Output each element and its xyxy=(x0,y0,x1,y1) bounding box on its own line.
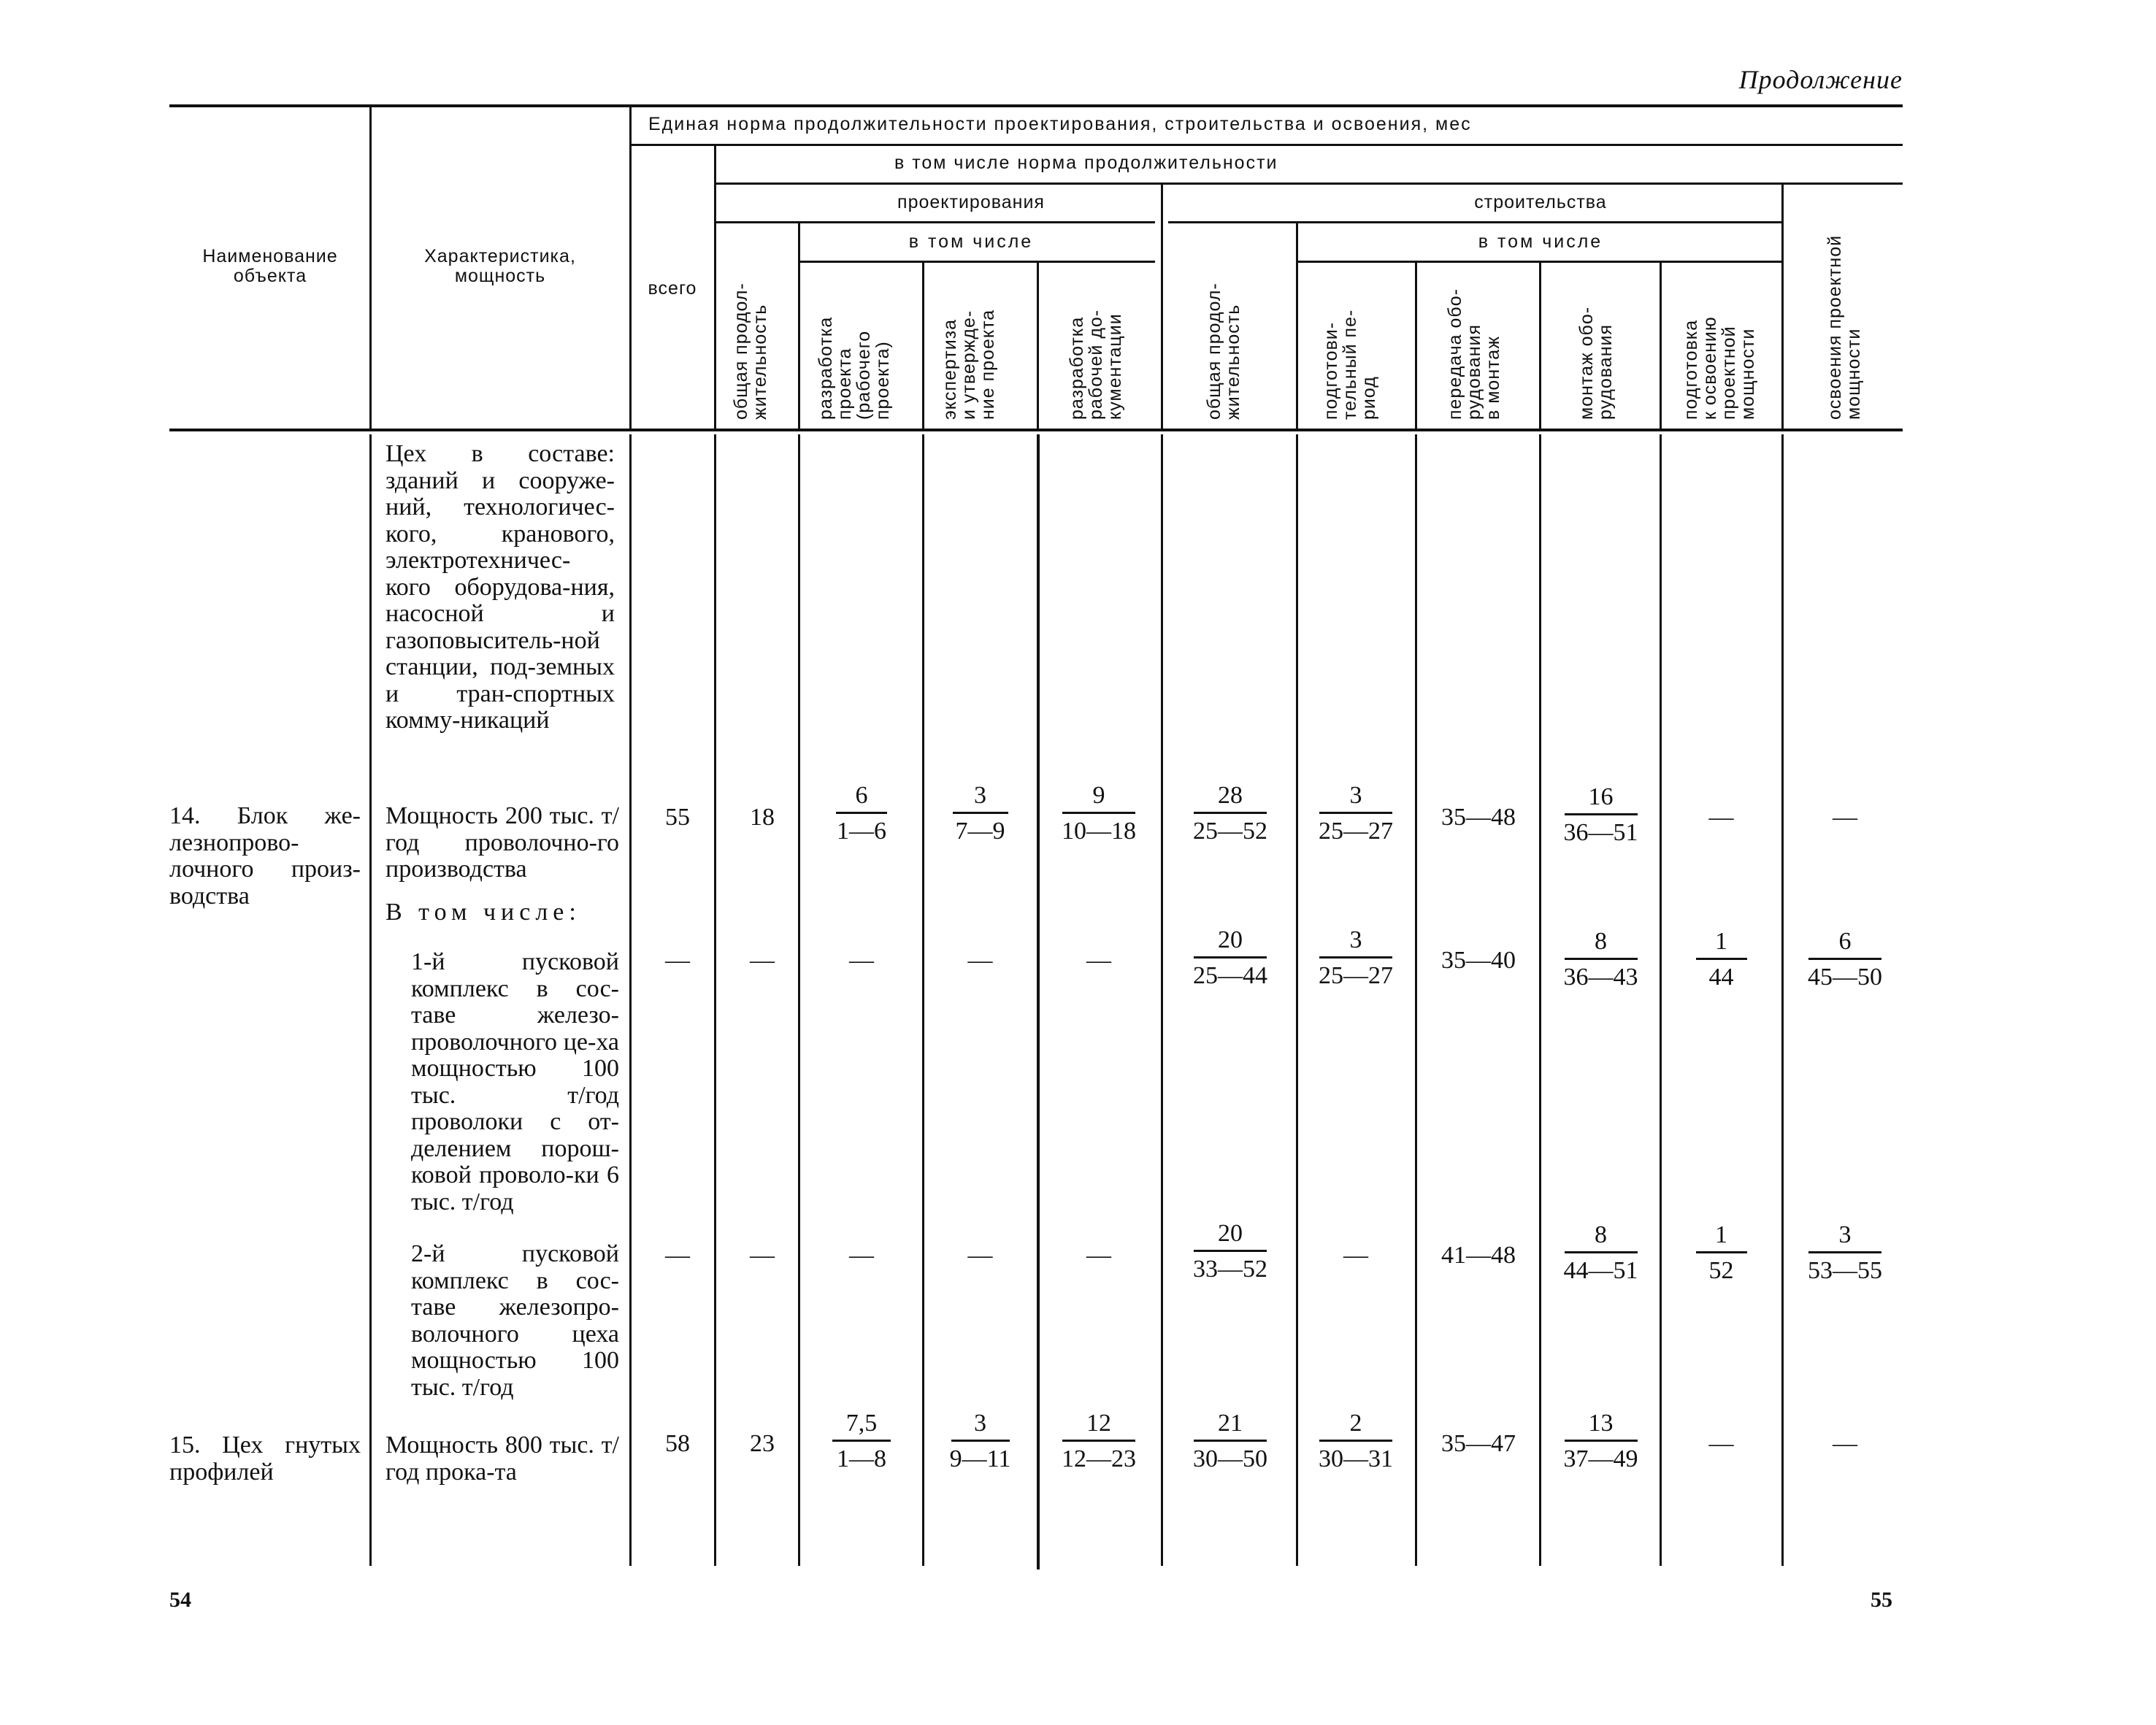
complex2-characteristic: 2-й пусковой комплекс в сос-таве железопро-волочного цеха мощностью 100 тыс. т/год xyxy=(411,1240,619,1401)
complex2-prep-master: 1 52 xyxy=(1665,1221,1778,1286)
header-design: проектирования xyxy=(897,192,1045,212)
body-vline xyxy=(1781,434,1784,1566)
header-constr-total: общая продол- жительность xyxy=(1204,283,1243,420)
header-unified-norm: Единая норма продолжительности проектирования, строительства и освоения, мес xyxy=(648,114,1472,134)
complex1-total: — xyxy=(665,947,690,974)
header-vline xyxy=(369,104,372,429)
complex2-design-project: — xyxy=(849,1242,874,1269)
row14-expertise: 3 7—9 xyxy=(927,781,1033,846)
header-design-project: разработка проекта (рабочего проекта) xyxy=(816,316,893,420)
header-design-including: в том числе xyxy=(908,231,1034,252)
header-vline xyxy=(922,261,924,429)
row14-equip-transfer: 35—48 xyxy=(1441,804,1516,831)
row14-prep-master: — xyxy=(1708,804,1734,831)
header-prep-period: подготови- тельный пе- риод xyxy=(1321,309,1379,420)
body-vline xyxy=(714,434,716,1566)
including-label: В том числе: xyxy=(385,899,581,926)
header-vline xyxy=(1539,261,1541,429)
body-vline xyxy=(798,434,800,1566)
complex1-equip-install: 8 36—43 xyxy=(1563,928,1638,991)
complex1-prep-period: 3 25—27 xyxy=(1319,926,1393,989)
header-vline xyxy=(798,221,800,429)
header-vline xyxy=(1037,261,1039,429)
header-vline xyxy=(1296,221,1298,429)
row15-characteristic: Мощность 800 тыс. т/год прока-та xyxy=(385,1432,619,1486)
body-vline xyxy=(1296,434,1298,1566)
complex2-equip-install: 8 44—51 xyxy=(1563,1221,1638,1284)
header-vline xyxy=(714,144,716,429)
body-vline xyxy=(1660,434,1662,1566)
complex2-total: — xyxy=(665,1242,690,1269)
body-vline xyxy=(1161,434,1163,1566)
body-vline xyxy=(369,434,372,1566)
body-vline xyxy=(629,434,632,1566)
header-design-total: общая продол- жительность xyxy=(731,283,770,420)
body-vline xyxy=(1415,434,1417,1566)
row14-master: — xyxy=(1833,804,1857,831)
complex1-design-project: — xyxy=(849,947,874,974)
complex1-equip-transfer: 35—40 xyxy=(1441,947,1516,974)
complex1-characteristic: 1-й пусковой комплекс в сос-таве железо-проволочного це-ха мощностью 100 тыс. т/год проволоки с от-делением порош-ковой проволо-ки 6 тыс. т/год xyxy=(411,948,619,1215)
row15-expertise: 3 9—11 xyxy=(949,1410,1011,1472)
page-number-left: 54 xyxy=(169,1588,191,1612)
row15-working-docs: 12 12—23 xyxy=(1062,1410,1136,1472)
header-equip-transfer: передача обо- рудования в монтаж xyxy=(1445,288,1503,420)
header-construction: строительства xyxy=(1474,192,1607,212)
header-constr-including: в том числе xyxy=(1478,231,1603,252)
header-line-2 xyxy=(714,183,1903,185)
header-bottom-border xyxy=(169,429,1903,431)
page-number-right: 55 xyxy=(1871,1588,1892,1612)
complex1-constr-total: 20 25—44 xyxy=(1193,926,1267,989)
header-vline xyxy=(1781,183,1784,429)
header-line-1 xyxy=(629,144,1903,146)
complex2-master: 3 53—55 xyxy=(1808,1221,1882,1284)
row15-design-total: 23 xyxy=(750,1430,775,1457)
row14-working-docs: 9 10—18 xyxy=(1062,782,1136,845)
header-name: Наименование объекта xyxy=(202,246,338,286)
header-vline xyxy=(1415,261,1417,429)
continued-label: Продолжение xyxy=(1738,65,1903,94)
row15-equip-transfer: 35—47 xyxy=(1441,1430,1516,1457)
row15-total: 58 xyxy=(665,1430,690,1457)
row15-prep-period: 2 30—31 xyxy=(1319,1410,1393,1472)
complex1-working-docs: — xyxy=(1086,947,1111,974)
row14-design-total: 18 xyxy=(750,804,775,831)
intro-characteristic: Цех в составе: зданий и сооруже-ний, технологичес-кого, кранового, электротехничес-кого оборудова-ния, насосной и газоповыситель-ной станции, под-земных и тран-спортных комму-никаций xyxy=(385,440,615,734)
header-prep-master: подготовка к освоению проектной мощности xyxy=(1681,316,1758,420)
row14-equip-install: 16 36—51 xyxy=(1563,783,1638,846)
row14-name: 14. Блок же-лезнопрово-лочного произ-водства xyxy=(169,802,361,910)
complex1-prep-master: 1 44 xyxy=(1665,927,1778,992)
header-characteristic: Характеристика, мощность xyxy=(424,246,576,286)
header-vline xyxy=(1161,183,1163,429)
complex2-design-total: — xyxy=(750,1242,775,1269)
complex1-master: 6 45—50 xyxy=(1808,928,1882,991)
row14-constr-total: 28 25—52 xyxy=(1193,782,1267,845)
complex2-constr-total: 20 33—52 xyxy=(1193,1220,1267,1283)
row14-total: 55 xyxy=(665,804,690,831)
row14-prep-period: 3 25—27 xyxy=(1319,782,1393,845)
complex2-prep-period: — xyxy=(1343,1242,1368,1269)
header-line-design-incl xyxy=(798,261,1155,263)
header-vline xyxy=(629,104,632,429)
row15-constr-total: 21 30—50 xyxy=(1193,1410,1267,1472)
header-line-design xyxy=(714,221,1155,223)
complex2-expertise: — xyxy=(967,1242,993,1269)
complex1-expertise: — xyxy=(967,947,993,974)
row15-equip-install: 13 37—49 xyxy=(1563,1410,1638,1472)
header-master: освоения проектной мощности xyxy=(1825,234,1864,420)
row15-prep-master: — xyxy=(1708,1430,1734,1457)
body-vline xyxy=(1037,434,1040,1570)
complex1-design-total: — xyxy=(750,947,775,974)
header-line-construction xyxy=(1168,221,1781,223)
body-vline xyxy=(922,434,924,1566)
header-equip-install: монтаж обо- рудования xyxy=(1576,306,1616,420)
complex2-working-docs: — xyxy=(1086,1242,1111,1269)
row14-design-project: 6 1—6 xyxy=(837,782,886,845)
row15-name: 15. Цех гнутых профилей xyxy=(169,1432,361,1486)
body-vline xyxy=(1539,434,1541,1566)
table-top-border xyxy=(169,104,1903,107)
header-expertise: экспертиза и утвержде- ние проекта xyxy=(940,309,998,420)
row15-design-project: 7,5 1—8 xyxy=(810,1409,913,1474)
header-total: всего xyxy=(648,278,697,299)
header-including-norm: в том числе норма продолжительности xyxy=(894,153,1278,173)
header-working-docs: разработка рабочей до- кументации xyxy=(1067,309,1125,420)
complex2-equip-transfer: 41—48 xyxy=(1441,1242,1516,1269)
header-vline xyxy=(1660,261,1662,429)
row14-characteristic: Мощность 200 тыс. т/год проволочно-го производства xyxy=(385,802,619,883)
row15-master: — xyxy=(1833,1430,1857,1457)
